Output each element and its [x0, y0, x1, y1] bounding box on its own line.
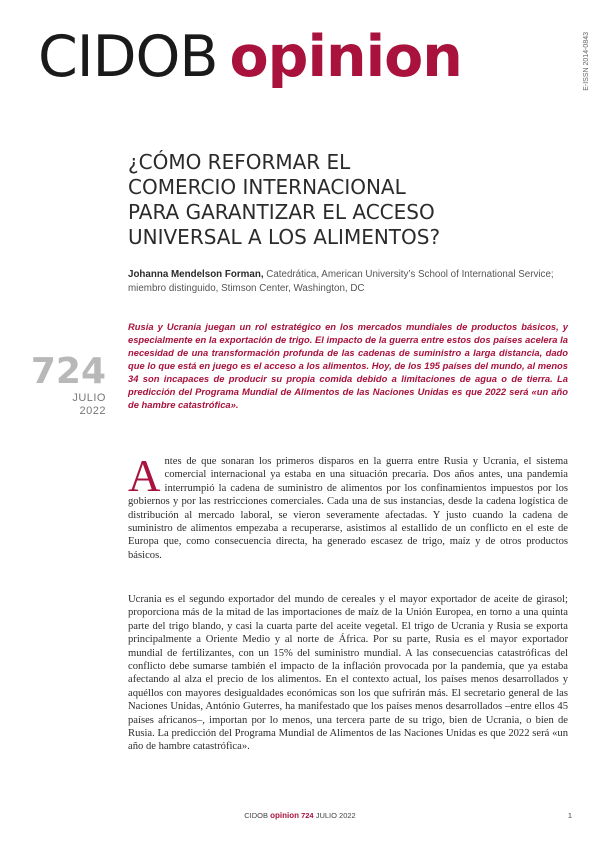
footer-date: JULIO 2022	[315, 811, 356, 820]
drop-cap: A	[128, 451, 161, 501]
footer	[0, 811, 600, 820]
paragraph-text: ntes de que sonaran los primeros disparos en la guerra entre Rusia y Ucrania, el sistema comercial internacional ya estaba en una situación precaria. Dos años antes, una pandemia interrumpió la cadena de suministro de alimentos por los confinamientos impuestos por los gobiernos y por las restricciones comerciales. Cada una de sus instancias, desde la cadena logística de distribución al mercado laboral, se vieron severamente afectadas. Y justo cuando la cadena de suministro de alimentos empezaba a recuperarse, asistimos al estallido de un conflicto en el este de Europa que, como consecuencia directa, ha generado escasez de trigo, maíz y de otros productos básicos.	[128, 456, 568, 561]
author-block	[128, 268, 568, 296]
title-line: PARA GARANTIZAR EL ACCESO	[128, 200, 435, 224]
title-line: ¿CÓMO REFORMAR EL	[128, 150, 351, 174]
issue-number: 724	[30, 351, 106, 392]
brand-logo: CIDOB	[38, 24, 218, 90]
page-number: 1	[567, 811, 572, 820]
issn-label: E-ISSN 2014-0843	[583, 32, 590, 91]
body-paragraph-1	[128, 451, 568, 562]
title-line: COMERCIO INTERNACIONAL	[128, 175, 406, 199]
author-affiliation: Catedrática, American University’s School of International Service; miembro distinguido, Stimson Center, Washington, DC	[128, 269, 554, 294]
issue-year: 2022	[79, 405, 106, 417]
body-paragraph-2: Ucrania es el segundo exportador del mundo de cereales y el mayor exportador de aceite de girasol; proporciona más de la mitad de las importaciones de maíz de la Unión Europea, en torno a una quinta parte del trigo blando, y casi la cuarta parte del aceite vegetal. El trigo de Ucrania y Rusia se exporta principalmente a Oriente Medio y al norte de África. Por su parte, Rusia es el mayor exportador mundial de fertilizantes, con un 15% del suministro mundial. A las consecuencias catastróficas del conflicto debe sumarse también el impacto de la inflación provocada por la pandemia, que ya estaba afectando al alza el precio de los alimentos. En el contexto actual, los países menos desarrollados y aquéllos con mayores desigualdades económicas son los que sufrirán más. El secretario general de las Naciones Unidas, António Guterres, ha manifestado que los países menos desarrollados –entre ellos 45 países africanos–, importan por lo menos, una tercera parte de su trigo, bien de Ucrania, o bien de Rusia. La predicción del Programa Mundial de Alimentos de las Naciones Unidas es que 2022 será «un año de hambre catastrófica».	[128, 594, 568, 753]
series-name: opinion	[229, 24, 462, 90]
masthead	[38, 24, 462, 94]
title-line: UNIVERSAL A LOS ALIMENTOS?	[128, 225, 441, 249]
article-title	[128, 150, 548, 250]
footer-series: opinion	[270, 811, 299, 820]
footer-issue-number: 724	[301, 811, 314, 820]
footer-brand: CIDOB	[244, 811, 269, 820]
author-name: Johanna Mendelson Forman,	[128, 269, 264, 280]
issue-block	[22, 352, 106, 418]
abstract: Rusia y Ucrania juegan un rol estratégico en los mercados mundiales de productos básicos, y especialmente en la exportación de trigo. El impacto de la guerra entre estos dos países acelera la necesidad de una transformación profunda de las cadenas de suministro a larga distancia, dado que lo que está en juego es el acceso a los alimentos. Hoy, de los 195 países del mundo, al menos 34 son incapaces de producir su propia comida debido a limitaciones de agua o de tierra. La predicción del Programa Mundial de Alimentos de las Naciones Unidas es que 2022 será «un año de hambre catastrófica».	[128, 321, 568, 410]
issue-month: JULIO	[72, 392, 106, 404]
